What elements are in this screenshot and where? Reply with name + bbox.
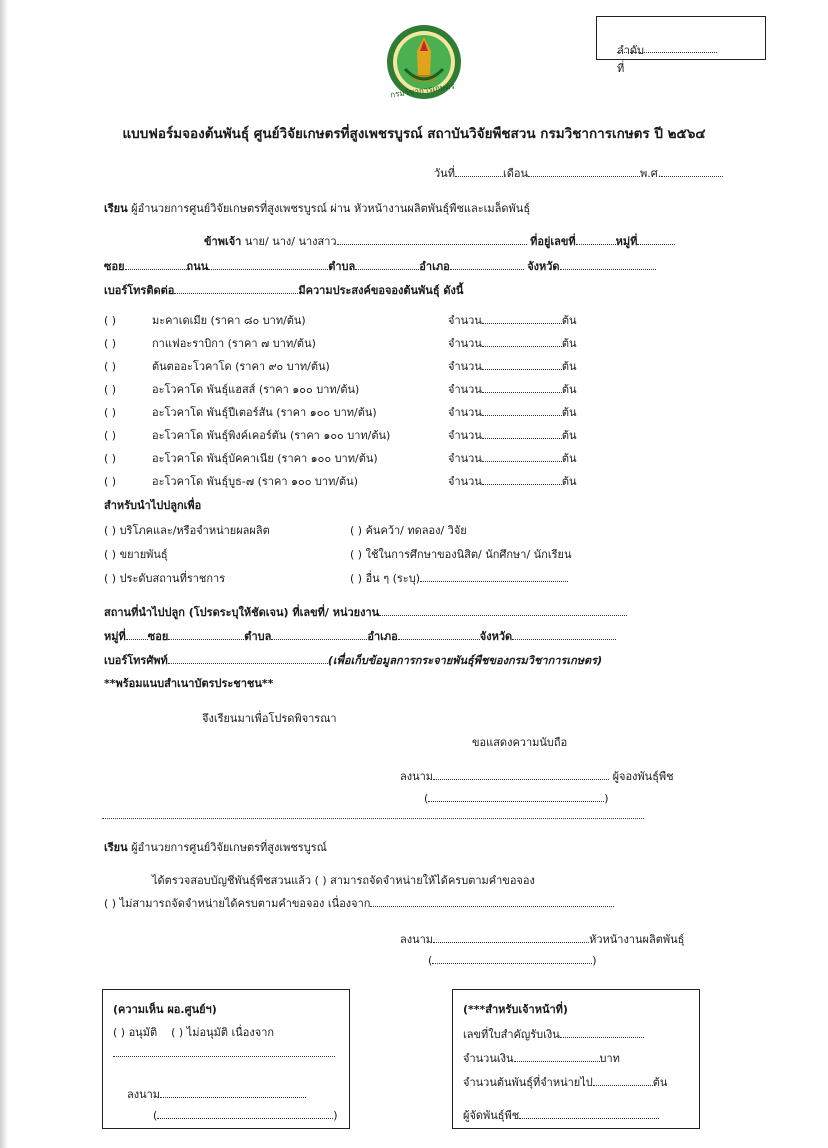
director-decision-line [113, 1023, 274, 1041]
quantity-label: จำนวน [448, 337, 482, 350]
applicant-line-1 [204, 232, 675, 250]
applicant-sign-label: ลงนาม [400, 770, 434, 783]
location-phone-label: เบอร์โทรศัพท์ [104, 654, 168, 667]
year-label: พ.ศ. [639, 167, 662, 180]
plant-checkbox[interactable]: ( ) [104, 337, 117, 350]
officer-role: หัวหน้างานผลิตพันธุ์ [589, 933, 685, 946]
plant-checkbox[interactable]: ( ) [104, 360, 117, 373]
applicant-signature-line [400, 767, 674, 785]
unit-label: ต้น [561, 452, 577, 465]
phone-label: เบอร์โทรติดต่อ [104, 284, 175, 297]
applicant-label: ข้าพเจ้า [204, 235, 242, 248]
page-shadow [0, 0, 8, 1148]
plant-name: อะโวคาโด พันธุ์ปีเตอร์สัน (ราคา ๑๐๐ บาท/ต้น) [152, 406, 377, 419]
attach-id-note: **พร้อมแนบสำเนาบัตรประชาชน** [104, 677, 274, 690]
purpose-option[interactable]: ( ) ประดับสถานที่ราชการ [104, 572, 226, 585]
unit-label: ต้น [561, 337, 577, 350]
unit-label: ต้น [561, 429, 577, 442]
purpose-heading: สำหรับนำไปปลูกเพื่อ [104, 499, 202, 512]
director-signature-line [127, 1085, 306, 1103]
officer-name-close-paren: ) [592, 954, 597, 967]
plant-checkbox[interactable]: ( ) [104, 406, 117, 419]
approve-option[interactable]: ( ) อนุมัติ [113, 1026, 158, 1039]
respect-text: ขอแสดงความนับถือ [472, 736, 568, 749]
officer-addressee-text: ผู้อำนวยการศูนย์วิจัยเกษตรที่สูงเพชรบูรณ์ [131, 841, 327, 854]
officer-signature-line [400, 930, 684, 948]
distributor-label: ผู้จัดพันธุ์พืช [463, 1109, 520, 1122]
officer-checked-option[interactable]: ได้ตรวจสอบบัญชีพันธุ์พืชสวนแล้ว ( ) สามารถจัดจำหน่ายให้ได้ครบตามคำขอจอง [152, 874, 535, 887]
plant-name: กาแฟอะราบิกา (ราคา ๗ บาท/ต้น) [152, 337, 316, 350]
name-close-paren: ) [604, 792, 609, 805]
unit-label: ต้น [561, 360, 577, 373]
quantity-label: จำนวน [448, 360, 482, 373]
plant-name: อะโวคาโด พันธุ์พิงค์เคอร์ตัน (ราคา ๑๐๐ บาท/ต้น) [152, 429, 391, 442]
plant-name: อะโวคาโด พันธุ์บูธ-๗ (ราคา ๑๐๐ บาท/ต้น) [152, 475, 358, 488]
officer-name-line [428, 952, 597, 967]
moo-label: หมู่ที่ [615, 235, 638, 248]
addressee-label: เรียน [104, 202, 128, 215]
quantity-label: จำนวน [448, 406, 482, 419]
quantity-label: จำนวน [448, 429, 482, 442]
plant-row [104, 380, 577, 398]
applicant-line-2 [104, 257, 656, 275]
plant-row [104, 472, 577, 490]
name-prefix-options: นาย/ นาง/ นางสาว [244, 235, 337, 248]
plant-checkbox[interactable]: ( ) [104, 452, 117, 465]
plant-name: อะโวคาโด พันธุ์แฮสส์ (ราคา ๑๐๐ บาท/ต้น) [152, 383, 360, 396]
distributor-line [463, 1106, 659, 1124]
plant-checkbox[interactable]: ( ) [104, 429, 117, 442]
amphoe-label: อำเภอ [419, 260, 450, 273]
location-moo-label: หมู่ที่ [104, 630, 126, 643]
director-sign-label: ลงนาม [127, 1088, 161, 1101]
section-divider [102, 818, 644, 819]
plant-row [104, 311, 577, 329]
plant-checkbox[interactable]: ( ) [104, 383, 117, 396]
tambon-label: ตำบล [328, 260, 356, 273]
day-label: วันที่ [434, 167, 455, 180]
road-label: ถนน [186, 260, 209, 273]
plant-checkbox[interactable]: ( ) [104, 314, 117, 327]
director-reason-line [113, 1056, 335, 1057]
unit-label: ต้น [561, 475, 577, 488]
plants-sold-line [463, 1073, 667, 1091]
applicant-line-3 [104, 281, 463, 299]
quantity-label: จำนวน [448, 383, 482, 396]
applicant-sign-role: ผู้จองพันธุ์พืช [612, 770, 674, 783]
unit-label: ต้น [561, 314, 577, 327]
sequence-label: ลำดับที่ [617, 44, 645, 75]
location-note: (เพื่อเก็บข้อมูลการกระจายพันธุ์พืชของกรมวิชาการเกษตร) [327, 654, 603, 667]
plant-name: อะโวคาโด พันธุ์บัคคาเนีย (ราคา ๑๐๐ บาท/ต้น) [152, 452, 378, 465]
purpose-option[interactable]: ( ) ใช้ในการศึกษาของนิสิต/ นักศึกษา/ นักเรียน [350, 548, 572, 561]
logo-caption: กรมวิชาการเกษตร [389, 81, 456, 100]
director-name-close-paren: ) [333, 1109, 338, 1122]
plants-sold-unit: ต้น [652, 1076, 668, 1089]
unit-label: ต้น [561, 383, 577, 396]
receipt-line [463, 1025, 644, 1043]
officer-sign-label: ลงนาม [400, 933, 434, 946]
location-tambon-label: ตำบล [244, 630, 272, 643]
addressee-line [104, 199, 530, 217]
soi-label: ซอย [104, 260, 125, 273]
applicant-name-line [424, 790, 609, 805]
director-name-open-paren: ( [153, 1109, 158, 1122]
location-line-2 [104, 627, 616, 645]
purpose-option[interactable]: ( ) ขยายพันธุ์ [104, 548, 168, 561]
location-heading-line [104, 603, 627, 621]
staff-box [452, 989, 700, 1129]
plants-sold-label: จำนวนต้นพันธุ์ที่จำหน่ายไป [463, 1076, 593, 1089]
officer-name-open-paren: ( [428, 954, 433, 967]
unit-label: ต้น [561, 406, 577, 419]
request-text: จึงเรียนมาเพื่อโปรดพิจารณา [202, 712, 337, 725]
plant-name: มะคาเดเมีย (ราคา ๘๐ บาท/ต้น) [152, 314, 306, 327]
plant-row [104, 357, 577, 375]
location-heading: สถานที่นำไปปลูก (โปรดระบุให้ชัดเจน) ที่เลขที่/ หน่วยงาน [104, 606, 380, 619]
form-title: แบบฟอร์มจองต้นพันธุ์ ศูนย์วิจัยเกษตรที่สูงเพชรบูรณ์ สถาบันวิจัยพืชสวน กรมวิชาการเกษตร ปี ๒๕๖๔ [122, 126, 706, 142]
month-label: เดือน [502, 167, 528, 180]
purpose-option[interactable]: ( ) บริโภคและ/หรือจำหน่ายผลผลิต [104, 524, 270, 537]
address-number-label: ที่อยู่เลขที่ [530, 235, 576, 248]
location-province-label: จังหวัด [479, 630, 513, 643]
receipt-label: เลขที่ใบสำคัญรับเงิน [463, 1028, 560, 1041]
province-label: จังหวัด [527, 260, 560, 273]
name-open-paren: ( [424, 792, 429, 805]
addressee-text: ผู้อำนวยการศูนย์วิจัยเกษตรที่สูงเพชรบูรณ์ ผ่าน หัวหน้างานผลิตพันธุ์พืชและเมล็ดพันธุ์ [131, 202, 531, 215]
sequence-number-box [596, 16, 766, 75]
date-line [434, 164, 723, 182]
plant-row [104, 426, 577, 444]
amount-label: จำนวนเงิน [463, 1052, 514, 1065]
quantity-label: จำนวน [448, 452, 482, 465]
officer-addressee-label: เรียน [104, 841, 128, 854]
intent-text: มีความประสงค์ขอจองต้นพันธุ์ ดังนี้ [298, 284, 464, 297]
purpose-option[interactable]: ( ) ค้นคว้า/ ทดลอง/ วิจัย [350, 524, 467, 537]
director-box-heading: (ความเห็น ผอ.ศูนย์ฯ) [113, 1003, 217, 1016]
plant-row [104, 449, 577, 467]
quantity-label: จำนวน [448, 475, 482, 488]
location-soi-label: ซอย [147, 630, 169, 643]
baht-label: บาท [599, 1052, 620, 1065]
director-opinion-box [102, 989, 350, 1129]
plant-row [104, 334, 577, 352]
officer-not-able-line[interactable] [104, 894, 614, 912]
plant-checkbox[interactable]: ( ) [104, 475, 117, 488]
deny-option[interactable]: ( ) ไม่อนุมัติ เนื่องจาก [171, 1026, 275, 1039]
quantity-label: จำนวน [448, 314, 482, 327]
purpose-option-other[interactable] [350, 569, 568, 587]
location-amphoe-label: อำเภอ [367, 630, 398, 643]
officer-not-able-option: ( ) ไม่สามารถจัดจำหน่ายได้ครบตามคำขอจอง เนื่องจาก [104, 897, 371, 910]
purpose-other-label: ( ) อื่น ๆ (ระบุ) [350, 572, 420, 585]
plant-name: ต้นตออะโวคาโด (ราคา ๙๐ บาท/ต้น) [152, 360, 330, 373]
officer-addressee-line [104, 838, 327, 856]
director-name-line [153, 1107, 338, 1122]
amount-line [463, 1049, 620, 1067]
staff-box-heading: (***สำหรับเจ้าหน้าที่) [463, 1003, 568, 1016]
location-line-3 [104, 651, 602, 669]
plant-row [104, 403, 577, 421]
